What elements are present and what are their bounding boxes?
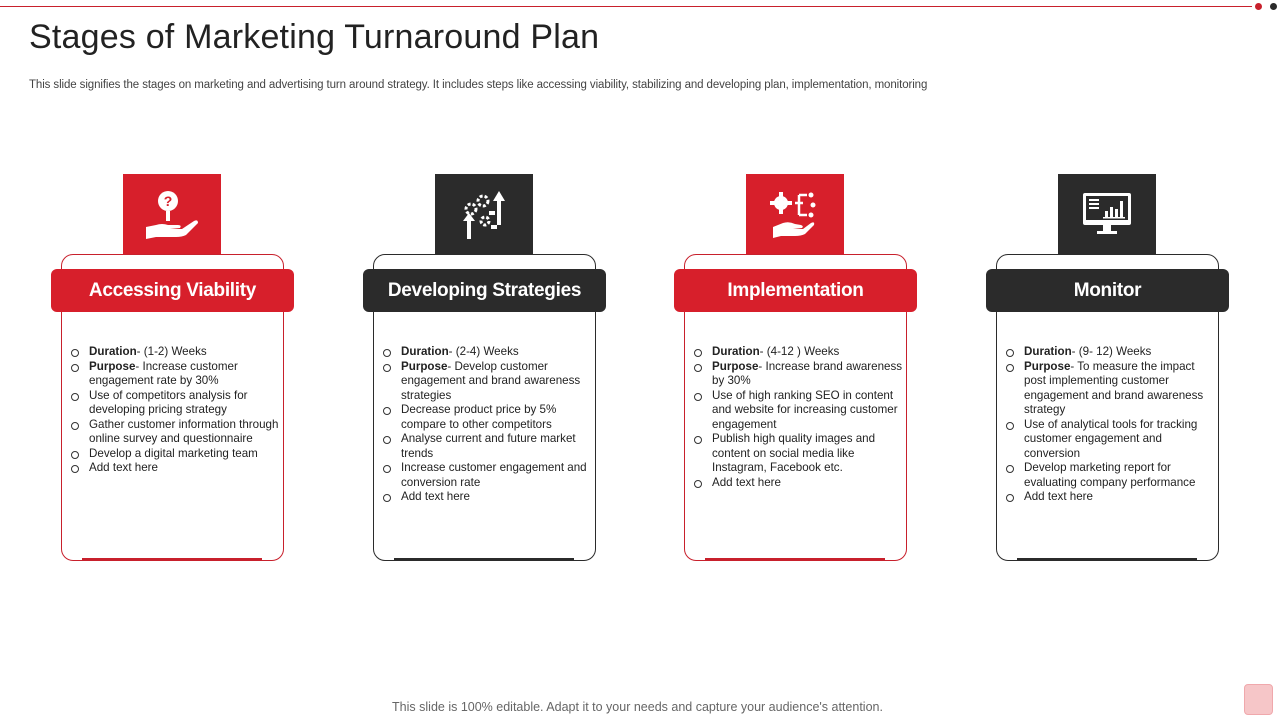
list-item: Purpose- Increase brand awareness by 30% (693, 360, 903, 389)
top-divider-line (0, 6, 1252, 7)
list-item: Publish high quality images and content on social media like Instagram, Facebook etc. (693, 432, 903, 476)
stage-heading: Accessing Viability (51, 269, 294, 312)
stage-items-list (382, 345, 592, 505)
card-bottom-bar (82, 558, 262, 561)
list-item: Add text here (70, 461, 280, 476)
list-item: Purpose- Develop customer engagement and brand awareness strategies (382, 360, 592, 404)
monitor-chart-icon (1058, 174, 1156, 254)
list-item: Duration- (1-2) Weeks (70, 345, 280, 360)
list-item: Duration- (2-4) Weeks (382, 345, 592, 360)
list-item: Analyse current and future market trends (382, 432, 592, 461)
stage-card-accessing-viability (51, 174, 295, 562)
stage-items-list (70, 345, 280, 476)
list-item: Add text here (693, 476, 903, 491)
slide-subtitle: This slide signifies the stages on marketing and advertising turn around strategy. It includes steps like accessing viability, stabilizing and developing plan, implementation, monitoring (29, 79, 928, 91)
stage-items-list (1005, 345, 1215, 505)
list-item: Add text here (1005, 490, 1215, 505)
list-item: Use of analytical tools for tracking customer engagement and conversion (1005, 418, 1215, 462)
stage-items-list (693, 345, 903, 490)
list-item: Duration- (9- 12) Weeks (1005, 345, 1215, 360)
list-item: Use of competitors analysis for developing pricing strategy (70, 389, 280, 418)
stage-card-developing-strategies (363, 174, 607, 562)
question-hand-icon (123, 174, 221, 254)
card-bottom-bar (705, 558, 885, 561)
stage-heading: Developing Strategies (363, 269, 606, 312)
stage-heading: Monitor (986, 269, 1229, 312)
list-item: Develop marketing report for evaluating company performance (1005, 461, 1215, 490)
list-item: Purpose- To measure the impact post implementing customer engagement and brand awareness strategy (1005, 360, 1215, 418)
stage-card-implementation (674, 174, 918, 562)
list-item: Gather customer information through online survey and questionnaire (70, 418, 280, 447)
slide-title: Stages of Marketing Turnaround Plan (29, 18, 600, 56)
slide-footer: This slide is 100% editable. Adapt it to your needs and capture your audience's attention. (392, 700, 883, 714)
stage-card-monitor (986, 174, 1230, 562)
list-item: Use of high ranking SEO in content and website for increasing customer engagement (693, 389, 903, 433)
list-item: Add text here (382, 490, 592, 505)
gears-growth-icon (435, 174, 533, 254)
red-dot-decoration (1255, 3, 1262, 10)
list-item: Purpose- Increase customer engagement rate by 30% (70, 360, 280, 389)
corner-decoration (1244, 684, 1273, 715)
dark-dot-decoration (1270, 3, 1277, 10)
gear-network-hand-icon (746, 174, 844, 254)
list-item: Decrease product price by 5% compare to other competitors (382, 403, 592, 432)
card-bottom-bar (1017, 558, 1197, 561)
list-item: Duration- (4-12 ) Weeks (693, 345, 903, 360)
list-item: Increase customer engagement and conversion rate (382, 461, 592, 490)
card-bottom-bar (394, 558, 574, 561)
stage-heading: Implementation (674, 269, 917, 312)
svg-text:?: ? (163, 193, 173, 209)
list-item: Develop a digital marketing team (70, 447, 280, 462)
